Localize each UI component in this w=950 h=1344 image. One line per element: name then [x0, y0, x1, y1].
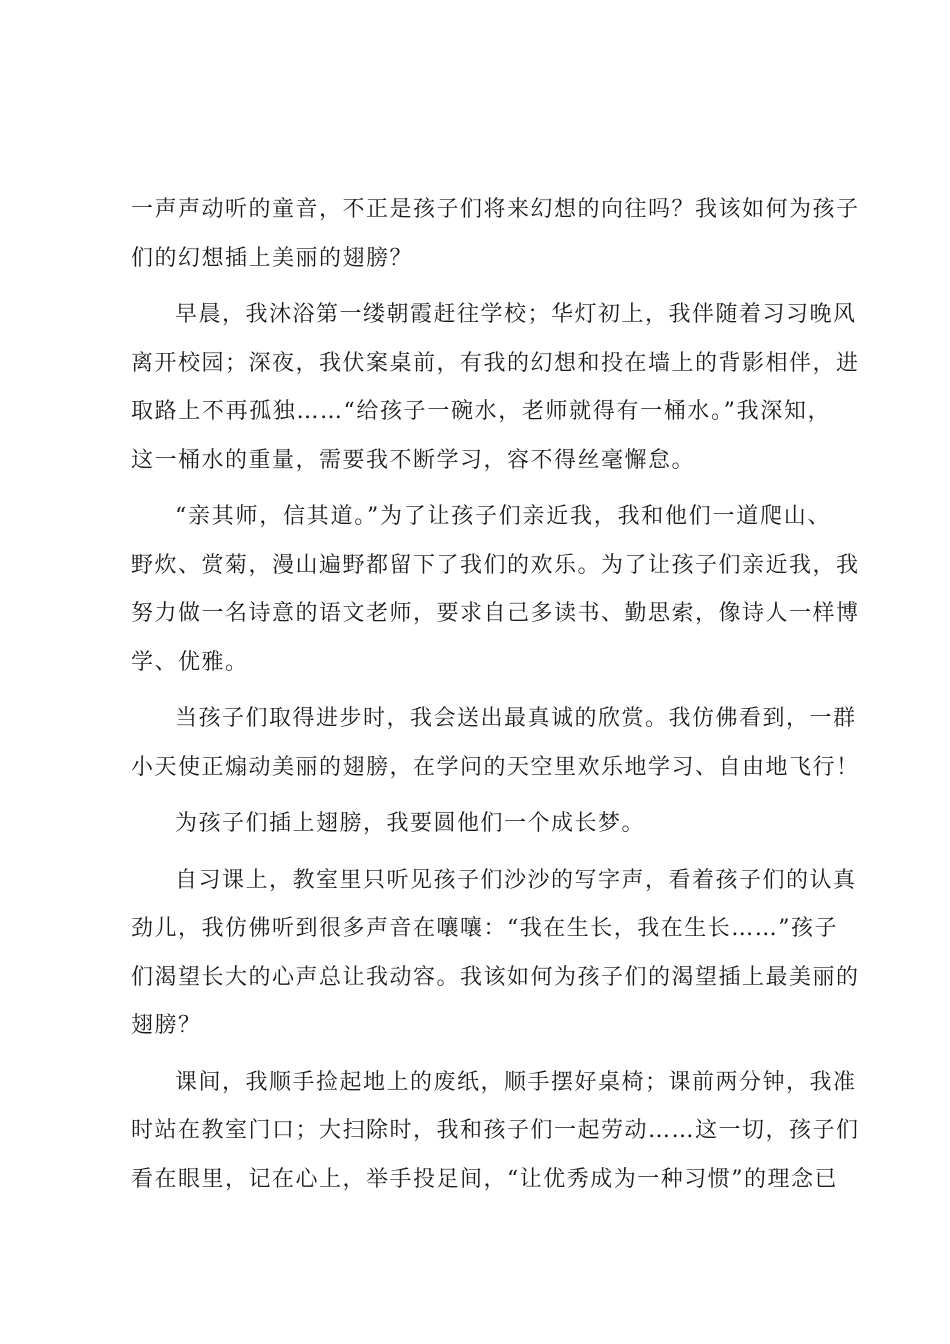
- text-line: 自习课上，教室里只听见孩子们沙沙的写字声，看着孩子们的认真: [175, 867, 857, 893]
- text-line: 当孩子们取得进步时，我会送出最真诚的欣赏。我仿佛看到，一群: [175, 706, 857, 731]
- text-line: 这一桶水的重量，需要我不断学习，容不得丝毫懈怠。: [131, 447, 696, 473]
- paragraph-spacing: [131, 485, 831, 493]
- text-line: 学、优雅。: [131, 649, 249, 675]
- text-line: 们渴望长大的心声总让我动容。我该如何为孩子们的渴望插上最美丽的: [131, 964, 860, 990]
- text-line: 劲儿，我仿佛听到很多声音在嚷嚷：“我在生长，我在生长……”孩子: [131, 916, 838, 941]
- document-body: [131, 186, 860, 1204]
- paragraph: [131, 857, 860, 1051]
- text-line: 取路上不再孤独……“给孩子一碗水，老师就得有一桶水。”我深知，: [131, 399, 831, 424]
- paragraph: [131, 695, 860, 792]
- text-line: 一声声动听的童音，不正是孩子们将来幻想的向往吗？我该如何为孩子: [131, 197, 860, 222]
- text-line: 离开校园；深夜，我伏案桌前，有我的幻想和投在墙上的背影相伴，进: [131, 350, 860, 376]
- text-line: 时站在教室门口；大扫除时，我和孩子们一起劳动……这一切，孩子们: [131, 1118, 860, 1143]
- text-line: 翅膀？: [131, 1013, 202, 1038]
- paragraph: [131, 291, 860, 485]
- paragraph: [131, 800, 831, 849]
- paragraph-spacing: [131, 1051, 831, 1059]
- paragraph: [131, 186, 860, 283]
- paragraph-spacing: [131, 849, 831, 857]
- paragraph-spacing: [131, 283, 831, 291]
- paragraph: [131, 1059, 860, 1205]
- paragraph-spacing: [131, 687, 831, 695]
- text-line: 们的幻想插上美丽的翅膀？: [131, 245, 414, 271]
- text-line: 小天使正煽动美丽的翅膀，在学问的天空里欢乐地学习、自由地飞行！: [131, 754, 860, 780]
- text-line: 为孩子们插上翅膀，我要圆他们一个成长梦。: [175, 811, 646, 836]
- text-line: 课间，我顺手捡起地上的废纸，顺手摆好桌椅；课前两分钟，我准: [175, 1069, 857, 1095]
- text-line: 野炊、赏菊，漫山遍野都留下了我们的欢乐。为了让孩子们亲近我，我: [131, 552, 860, 578]
- paragraph: [131, 493, 860, 687]
- paragraph-spacing: [131, 792, 831, 800]
- text-line: 看在眼里，记在心上，举手投足间，“让优秀成为一种习惯”的理念已: [131, 1166, 838, 1192]
- text-line: “亲其师，信其道。”为了让孩子们亲近我，我和他们一道爬山、: [175, 504, 831, 529]
- text-line: 努力做一名诗意的语文老师，要求自己多读书、勤思索，像诗人一样博: [131, 601, 860, 626]
- text-line: 早晨，我沐浴第一缕朝霞赶往学校；华灯初上，我伴随着习习晚风: [175, 302, 857, 327]
